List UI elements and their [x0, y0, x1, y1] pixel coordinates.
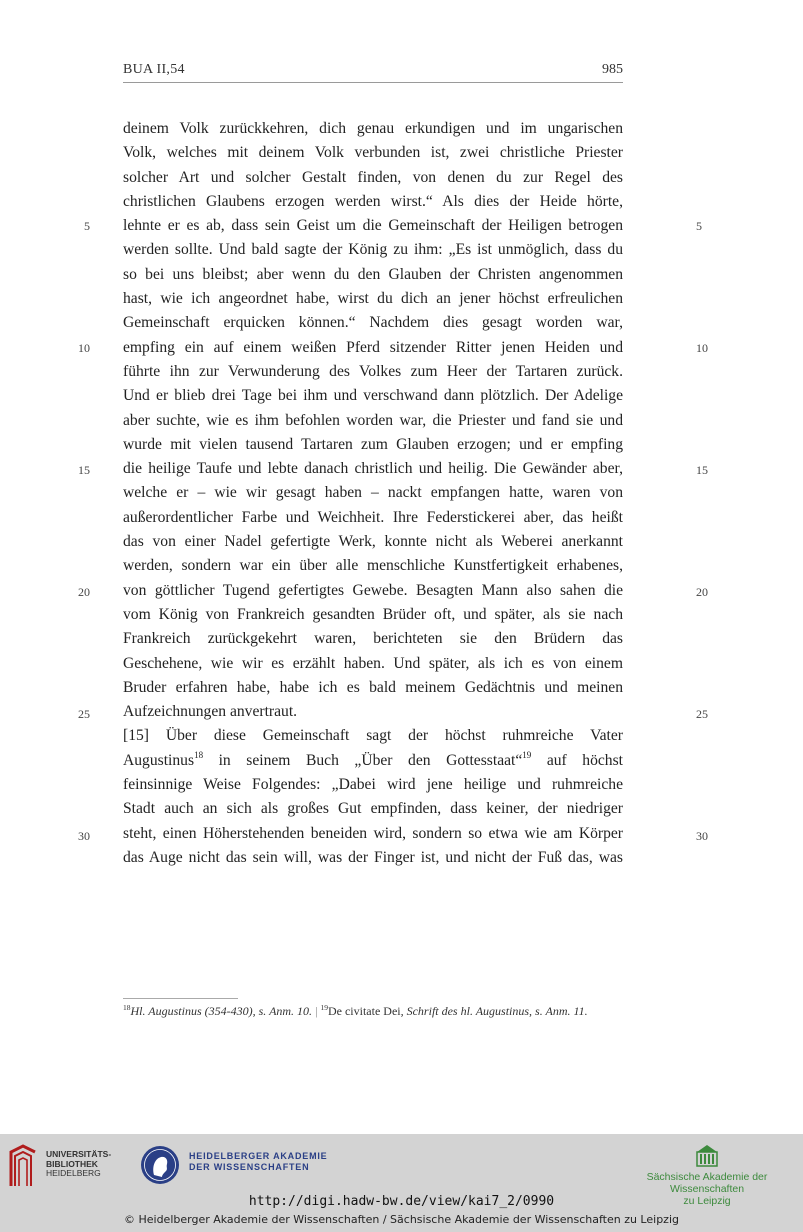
text-line: [15] Über diese Gemeinschaft sagt der höchst ruhmreiche Vater [123, 727, 623, 745]
footnote-ref-19[interactable]: 19 [522, 749, 532, 760]
line-number-left: 25 [78, 707, 90, 721]
footnotes [123, 1003, 623, 1020]
saw-building-icon[interactable] [695, 1142, 719, 1168]
hadw-logo-text[interactable] [189, 1151, 327, 1173]
footnote-mark-18: 18 [123, 1003, 131, 1012]
text-line: das Auge nicht das sein will, was der Finger ist, und nicht der Fuß das, was [123, 848, 623, 866]
line-number-left: 5 [84, 219, 90, 233]
line-number-right: 30 [696, 829, 708, 843]
saw-line-2: zu Leipzig [683, 1195, 731, 1207]
line-number-right: 20 [696, 585, 708, 599]
text-line: wurde mit vielen tausend Tartaren zum Glauben erzogen; und er empfing [123, 435, 623, 453]
footnote-ref-18[interactable]: 18 [194, 749, 204, 760]
saw-line-1: Sächsische Akademie der Wissenschaften [646, 1171, 768, 1195]
hadw-line-2: DER WISSENSCHAFTEN [189, 1162, 310, 1172]
text-line: solcher Art und solcher Gestalt finden, von denen du zur Regel des [123, 168, 623, 186]
text-line: Stadt auch an sich als großes Gut empfinden, dass keiner, der niedriger [123, 800, 623, 818]
footnote-19-title: De civitate Dei [327, 1004, 401, 1018]
line-number-right: 25 [696, 707, 708, 721]
text-line: das von einer Nadel gefertigte Werk, konnte nicht als Weberei anerkannt [123, 533, 623, 551]
text-segment: Augustinus [123, 751, 195, 769]
line-number-left: 15 [78, 463, 90, 477]
hadw-seal-icon[interactable] [140, 1144, 180, 1186]
text-segment: in seinem Buch „Über den Gottesstaat“ [203, 751, 523, 769]
body-text [123, 117, 623, 870]
text-line: führte ihn zur Verwunderung des Volkes zum Heer der Tartaren zurück. [123, 362, 623, 380]
line-number-left: 10 [78, 341, 90, 355]
text-line: die heilige Taufe und lebte danach christlich und heilig. Die Gewänder aber, [123, 460, 623, 478]
ub-line-1: UNIVERSITÄTS- [46, 1149, 112, 1159]
text-line-with-footnote-refs [123, 749, 623, 773]
running-head-title: BUA II,54 [123, 62, 185, 77]
text-line: Gemeinschaft erquicken können.“ Nachdem dies gesagt worden war, [123, 314, 623, 332]
text-line: Geschehene, wie wir es erzählt haben. Und später, als ich es von einem [123, 654, 623, 672]
footnote-divider [123, 998, 238, 999]
text-line: lehnte er es ab, dass sein Geist um die Gemeinschaft der Heiligen betrogen [123, 217, 623, 235]
line-number-right: 5 [696, 219, 702, 233]
text-line: deinem Volk zurückkehren, dich genau erkundigen und im ungarischen [123, 120, 623, 137]
page-number: 985 [602, 62, 623, 77]
text-segment: auf höchst [531, 751, 623, 769]
copyright-notice: © Heidelberger Akademie der Wissenschaften / Sächsische Akademie der Wissenschaften zu Leipzig [123, 1213, 679, 1226]
ub-logo-text [46, 1150, 111, 1179]
text-line: welche er – wie wir gesagt haben – nackt empfangen hatte, waren von [123, 484, 623, 502]
permalink-url[interactable]: http://digi.hadw-bw.de/view/kai7_2/0990 [248, 1194, 555, 1209]
ub-line-3: HEIDELBERG [46, 1168, 101, 1178]
viewer-footer [0, 1134, 803, 1232]
text-line: Bruder erfahren habe, habe ich es bald meinem Gedächtnis und meinen [123, 678, 623, 696]
text-line: aber suchte, wie es ihm befohlen worden war, die Priester und fand sie und [123, 411, 623, 429]
text-line: Frankreich zurückgekehrt waren, berichteten sie den Brüdern das [123, 630, 623, 648]
line-number-left: 30 [78, 829, 90, 843]
ub-logo-icon [9, 1144, 39, 1190]
ub-heidelberg-logo[interactable] [9, 1144, 129, 1194]
text-line: vom König von Frankreich gesandten Brüder oft, und später, als sie nach [123, 605, 623, 623]
text-line: Volk, welches mit deinem Volk verbunden ist, zwei christliche Priester [123, 144, 623, 162]
footnote-19-text: , Schrift des hl. Augustinus, s. Anm. 11. [400, 1004, 588, 1018]
text-line: Und er blieb drei Tage bei ihm und verschwand dann plötzlich. Der Adelige [123, 387, 623, 405]
footnote-separator: | [315, 1004, 318, 1018]
text-line: von göttlicher Tugend gefertigtes Gewebe. Besagten Mann also sahen die [123, 581, 623, 599]
ub-line-2: BIBLIOTHEK [46, 1158, 98, 1169]
running-head [123, 60, 623, 83]
text-line: außerordentlicher Farbe und Weichheit. Ihre Federstickerei aber, das heißt [123, 508, 623, 526]
text-line-paragraph-end: Aufzeichnungen anvertraut. [123, 703, 298, 721]
footnote-mark-19: 19 [320, 1003, 328, 1012]
text-line: feinsinnige Weise Folgendes: „Dabei wird jene heilige und ruhmreiche [123, 776, 623, 794]
text-line: christlichen Glaubens erzogen werden wirst.“ Als dies der Heide hörte, [123, 192, 623, 210]
line-number-right: 10 [696, 341, 708, 355]
line-number-right: 15 [696, 463, 708, 477]
text-line: werden sollte. Und bald sagte der König zu ihm: „Es ist unmöglich, dass du [123, 241, 623, 259]
text-line: empfing ein auf einem weißen Pferd sitzender Ritter jenen Heiden und [123, 338, 623, 356]
line-number-left: 20 [78, 585, 90, 599]
text-line: so bei uns bleibst; aber wenn du den Glauben der Christen angenommen [123, 265, 623, 283]
footnote-18-text: Hl. Augustinus (354-430), s. Anm. 10. [130, 1004, 313, 1018]
text-line: werden, sondern war ein über alle menschliche Kunstfertigkeit erhabenes, [123, 557, 623, 575]
text-line: steht, einen Höherstehenden beneiden wird, sondern so etwa wie am Körper [123, 824, 623, 842]
text-line: hast, wie ich angeordnet habe, wirst du dich an jener höchst erfreulichen [123, 290, 623, 308]
hadw-line-1: HEIDELBERGER AKADEMIE [189, 1151, 328, 1161]
